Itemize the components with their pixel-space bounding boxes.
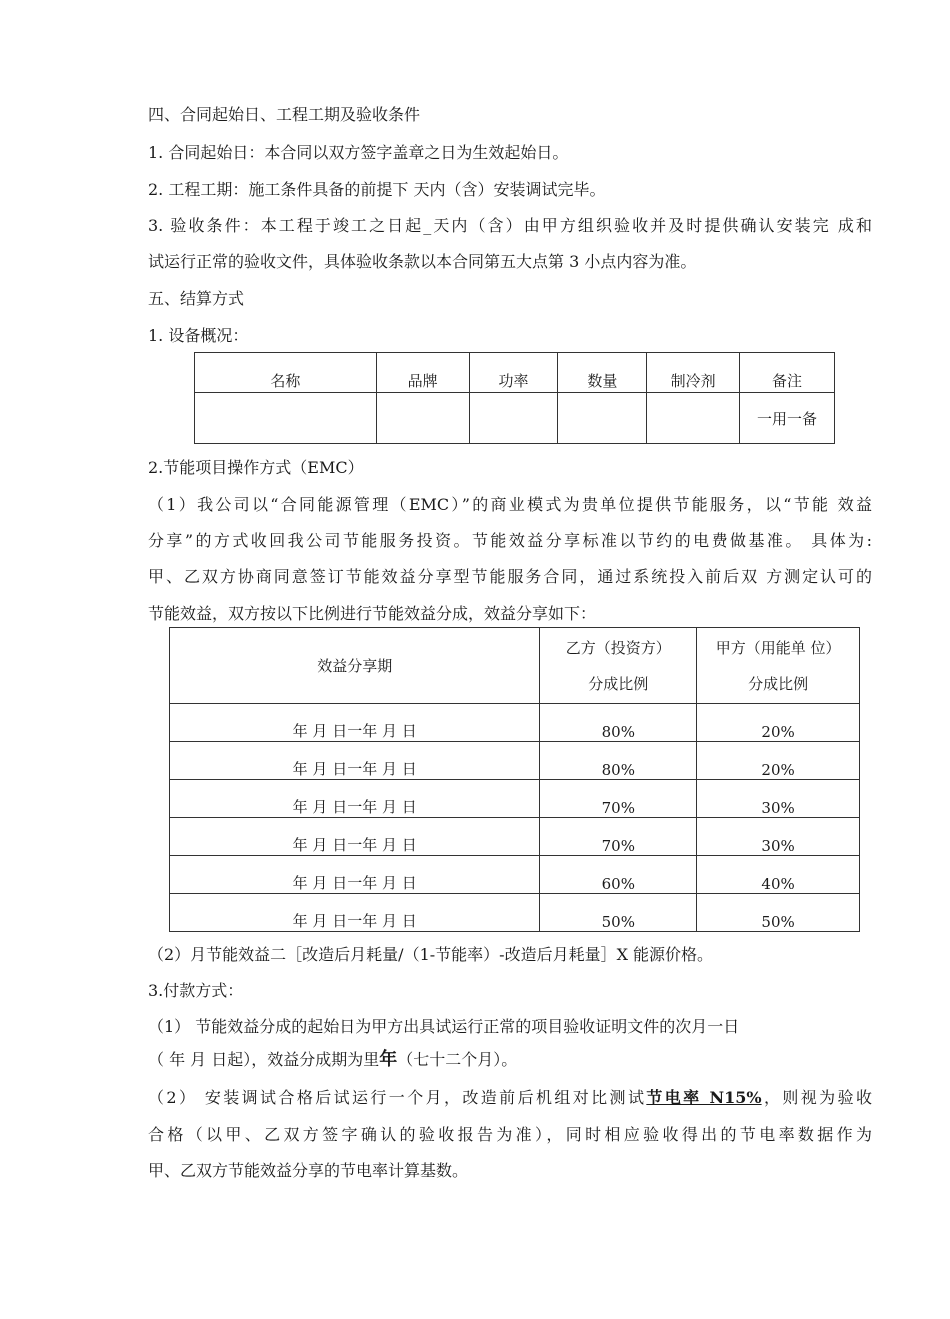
benefit-share-table [169, 627, 860, 932]
header-party-b [540, 628, 697, 704]
cell-name [195, 393, 377, 444]
party-b-ratio: 70% [540, 818, 697, 856]
period-cell: 年 月 日一年 月 日 [170, 780, 540, 818]
party-a-ratio: 20% [697, 742, 860, 780]
payment-clause1-bold: 年 [379, 1049, 398, 1070]
party-a-ratio: 30% [697, 780, 860, 818]
header-power: 功率 [469, 353, 558, 393]
cell-brand [376, 393, 469, 444]
payment-clause2-line3: 甲、乙双方节能效益分享的节电率计算基数。 [148, 1161, 469, 1180]
cell-refrigerant [647, 393, 740, 444]
payment-clause2-text-b: ，则视为验收 [761, 1088, 872, 1107]
party-a-ratio: 30% [697, 818, 860, 856]
party-b-ratio: 80% [540, 704, 697, 742]
emc-title: 2.节能项目操作方式（EMC） [148, 458, 364, 477]
header-brand: 品牌 [376, 353, 469, 393]
section5-heading: 五、结算方式 [148, 289, 245, 308]
party-b-ratio: 50% [540, 894, 697, 932]
payment-clause1-line2 [148, 1049, 517, 1071]
payment-clause2-line2: 合格（以甲、乙双方签字确认的验收报告为准），同时相应验收得出的节电率数据作为 [148, 1125, 872, 1144]
table-row [170, 894, 860, 932]
cell-remark: 一用一备 [740, 393, 835, 444]
start-date-clause: 1. 合同起始日：本合同以双方签字盖章之日为生效起始日。 [148, 143, 569, 162]
payment-title: 3.付款方式： [148, 981, 244, 1000]
header-party-a-line1: 甲方（用能单 位） [715, 638, 841, 657]
party-b-ratio: 70% [540, 780, 697, 818]
payment-clause1-text-a: （ 年 月 日起），效益分成期为里 [148, 1050, 380, 1069]
duration-clause: 2. 工程工期：施工条件具备的前提下 天内（含）安装调试完毕。 [148, 180, 606, 199]
section4-heading: 四、合同起始日、工程工期及验收条件 [148, 105, 421, 124]
emc-paragraph-line4: 节能效益，双方按以下比例进行节能效益分成，效益分享如下： [148, 604, 597, 623]
emc-paragraph-line2: 分享”的方式收回我公司节能服务投资。节能效益分享标准以节约的电费做基准。 具体为: [148, 531, 872, 550]
header-remark: 备注 [740, 353, 835, 393]
period-cell: 年 月 日一年 月 日 [170, 704, 540, 742]
acceptance-clause-line1: 3. 验收条件：本工程于竣工之日起_天内（含）由甲方组织验收并及时提供确认安装完 成和 [148, 216, 872, 235]
acceptance-clause-line2: 试运行正常的验收文件，具体验收条款以本合同第五大点第 3 小点内容为准。 [148, 252, 697, 271]
header-quantity: 数量 [558, 353, 647, 393]
period-cell: 年 月 日一年 月 日 [170, 894, 540, 932]
emc-paragraph-line1: （1）我公司以“合同能源管理（EMC）”的商业模式为贵单位提供节能服务，以“节能 效益 [148, 495, 872, 514]
table-header-row [195, 353, 835, 393]
period-cell: 年 月 日一年 月 日 [170, 742, 540, 780]
equipment-overview-title: 1. 设备概况： [148, 326, 249, 345]
period-cell: 年 月 日一年 月 日 [170, 818, 540, 856]
header-period: 效益分享期 [170, 628, 540, 704]
table-row [195, 393, 835, 444]
emc-paragraph-line3: 甲、乙双方协商同意签订节能效益分享型节能服务合同，通过系统投入前后双 方测定认可的 [148, 567, 872, 586]
table-row [170, 742, 860, 780]
header-name: 名称 [195, 353, 377, 393]
cell-quantity [558, 393, 647, 444]
cell-power [469, 393, 558, 444]
party-b-ratio: 80% [540, 742, 697, 780]
payment-clause1-line1: （1） 节能效益分成的起始日为甲方出具试运行正常的项目验收证明文件的次月一日 [148, 1017, 740, 1036]
table-row [170, 704, 860, 742]
header-party-a [697, 628, 860, 704]
table-row [170, 780, 860, 818]
period-cell: 年 月 日一年 月 日 [170, 856, 540, 894]
header-party-b-line1: 乙方（投资方） [565, 638, 671, 657]
table-row [170, 856, 860, 894]
party-a-ratio: 50% [697, 894, 860, 932]
party-b-ratio: 60% [540, 856, 697, 894]
header-refrigerant: 制冷剂 [647, 353, 740, 393]
header-party-a-line2: 分成比例 [748, 674, 809, 693]
table-header-row [170, 628, 860, 704]
party-a-ratio: 20% [697, 704, 860, 742]
payment-clause2-text-a: （2） 安装调试合格后试运行一个月，改造前后机组对比测试 [148, 1088, 647, 1107]
party-a-ratio: 40% [697, 856, 860, 894]
monthly-benefit-formula: （2）月节能效益二［改造后月耗量/（1-节能率）-改造后月耗量］X 能源价格。 [148, 945, 714, 964]
equipment-table [194, 352, 835, 444]
payment-clause1-text-b: （七十二个月）。 [397, 1050, 518, 1069]
header-party-b-line2: 分成比例 [588, 674, 649, 693]
saving-rate-threshold: 节电率 N15% [646, 1088, 762, 1107]
table-row [170, 818, 860, 856]
payment-clause2-line1 [148, 1087, 872, 1109]
